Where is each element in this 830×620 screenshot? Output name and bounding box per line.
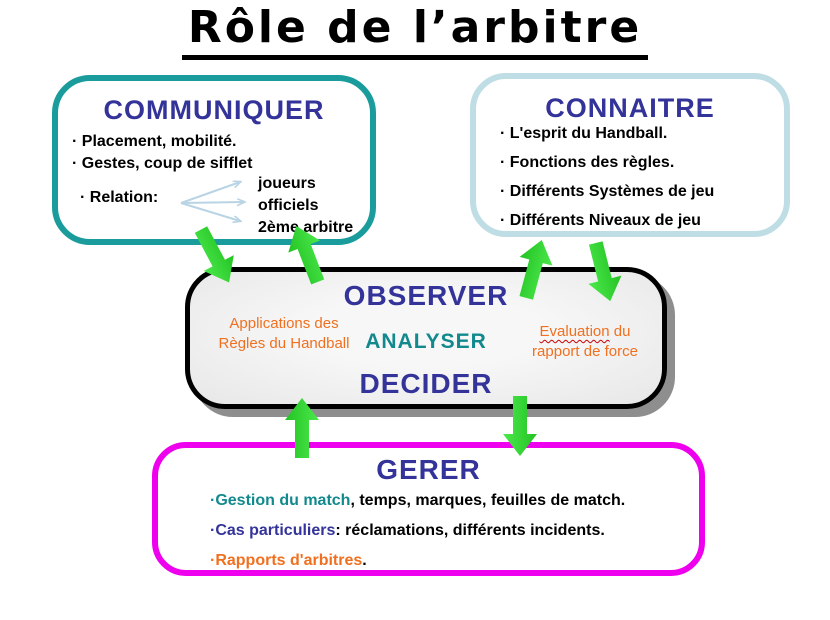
connaitre-bullet-systemes: · Différents Systèmes de jeu	[500, 183, 715, 200]
gerer-item-list	[210, 492, 691, 582]
arrow-process-to-gerer-icon	[503, 396, 537, 456]
communiquer-bullet-gestes: · Gestes, coup de sifflet	[72, 155, 253, 172]
communiquer-title: COMMUNIQUER	[103, 95, 325, 125]
process-observer-label: OBSERVER	[343, 280, 509, 311]
process-right-note	[522, 322, 648, 362]
communiquer-box	[52, 75, 376, 245]
relation-target-officiels: officiels	[258, 197, 319, 214]
communiquer-bullet-placement: · Placement, mobilité.	[72, 133, 237, 150]
page-title	[0, 4, 830, 60]
connaitre-title: CONNAITRE	[545, 93, 715, 123]
gerer-item-cas-rest: : réclamations, différents incidents.	[335, 522, 605, 539]
gerer-item-cas-lead: ·Cas particuliers	[210, 522, 336, 539]
gerer-box	[152, 442, 705, 576]
gerer-item-gestion-rest: , temps, marques, feuilles de match.	[350, 492, 626, 509]
connaitre-bullet-niveaux: · Différents Niveaux de jeu	[500, 212, 701, 229]
gerer-item-cas	[210, 522, 691, 540]
connaitre-bullet-esprit: · L'esprit du Handball.	[500, 125, 668, 142]
gerer-title: GERER	[376, 454, 481, 485]
right-note-rest: du rapport de force	[532, 323, 638, 360]
process-analyser-label: ANALYSER	[365, 330, 487, 353]
gerer-item-rapports	[210, 552, 691, 570]
right-note-evaluation: Evaluation	[539, 323, 610, 340]
connaitre-bullet-list	[500, 125, 774, 241]
process-decider-label: DECIDER	[359, 368, 493, 399]
relation-fan-arrows-icon	[176, 173, 252, 229]
page-title-text: Rôle de l’arbitre	[182, 4, 648, 60]
arrow-gerer-to-process-icon	[285, 398, 319, 458]
process-left-note: Applications des Règles du Handball	[218, 315, 350, 352]
relation-target-joueurs: joueurs	[258, 175, 316, 192]
communiquer-relation-label: · Relation:	[80, 189, 159, 206]
gerer-item-rapports-rest: .	[362, 552, 367, 569]
gerer-item-gestion	[210, 492, 691, 510]
gerer-item-gestion-lead: ·Gestion du match	[210, 492, 351, 509]
gerer-item-rapports-lead: ·Rapports d'arbitres	[210, 552, 363, 569]
connaitre-bullet-fonctions: · Fonctions des règles.	[500, 154, 675, 171]
connaitre-box	[470, 73, 790, 237]
relation-target-2eme-arbitre: 2ème arbitre	[258, 219, 354, 236]
